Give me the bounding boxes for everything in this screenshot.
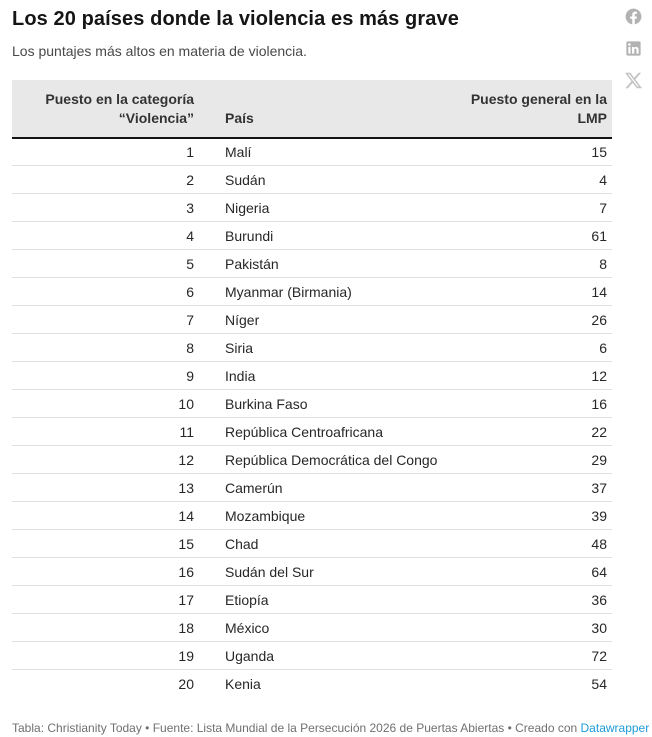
table-row xyxy=(12,446,612,474)
cell-overall: 54 xyxy=(591,675,607,692)
cell-rank: 11 xyxy=(179,423,194,440)
cell-overall: 39 xyxy=(591,507,607,524)
cell-overall: 48 xyxy=(591,535,607,552)
cell-overall: 15 xyxy=(591,143,607,160)
table-row xyxy=(12,418,612,446)
table-row xyxy=(12,502,612,530)
cell-rank: 16 xyxy=(178,563,194,580)
cell-country: Kenia xyxy=(225,675,261,692)
cell-rank: 5 xyxy=(186,255,194,272)
cell-overall: 22 xyxy=(591,423,607,440)
column-header-rank: Puesto en la categoría “Violencia” xyxy=(12,80,202,138)
cell-overall: 36 xyxy=(591,591,607,608)
cell-country: India xyxy=(225,367,256,384)
cell-overall: 72 xyxy=(591,647,607,664)
cell-rank: 9 xyxy=(186,367,194,384)
cell-overall: 64 xyxy=(591,563,607,580)
cell-country: Nigeria xyxy=(225,199,270,216)
cell-rank: 3 xyxy=(186,199,194,216)
cell-overall: 8 xyxy=(599,255,607,272)
cell-country: Burkina Faso xyxy=(225,395,308,412)
table-row xyxy=(12,306,612,334)
cell-country: República Democrática del Congo xyxy=(225,451,438,468)
table-header-row xyxy=(12,80,612,138)
cell-rank: 8 xyxy=(186,339,194,356)
cell-country: República Centroafricana xyxy=(225,423,383,440)
table-row xyxy=(12,334,612,362)
cell-country: Uganda xyxy=(225,647,275,664)
cell-country: Siria xyxy=(225,339,254,356)
cell-overall: 37 xyxy=(591,479,607,496)
cell-country: México xyxy=(225,619,270,636)
cell-overall: 4 xyxy=(599,171,607,188)
table-row xyxy=(12,530,612,558)
column-header-overall: Puesto general en la LMP xyxy=(442,80,612,138)
cell-rank: 18 xyxy=(178,619,194,636)
cell-country: Myanmar (Birmania) xyxy=(225,283,352,300)
cell-overall: 6 xyxy=(599,339,607,356)
chart-subtitle: Los puntajes más altos en materia de violencia. xyxy=(12,43,307,59)
table-row xyxy=(12,138,612,166)
cell-rank: 12 xyxy=(178,451,194,468)
cell-overall: 16 xyxy=(591,395,607,412)
cell-rank: 13 xyxy=(178,479,194,496)
page-title: Los 20 países donde la violencia es más grave xyxy=(12,8,459,30)
cell-country: Sudán del Sur xyxy=(225,563,314,580)
cell-rank: 17 xyxy=(178,591,194,608)
cell-rank: 4 xyxy=(186,227,194,244)
cell-country: Mozambique xyxy=(225,507,306,524)
table-row xyxy=(12,194,612,222)
table-row xyxy=(12,642,612,670)
cell-rank: 2 xyxy=(186,171,194,188)
cell-country: Burundi xyxy=(225,227,274,244)
cell-country: Malí xyxy=(225,143,252,160)
cell-country: Pakistán xyxy=(225,255,279,272)
attribution-text: Tabla: Christianity Today • Fuente: Lista Mundial de la Persecución 2026 de Puertas Abiertas • Creado con xyxy=(12,720,581,735)
table-header xyxy=(12,80,612,138)
cell-overall: 7 xyxy=(599,199,607,216)
table-body xyxy=(12,138,612,698)
cell-overall: 29 xyxy=(591,451,607,468)
x-share-icon[interactable] xyxy=(624,71,643,90)
cell-country: Camerún xyxy=(225,479,283,496)
table-row xyxy=(12,670,612,698)
cell-overall: 26 xyxy=(591,311,607,328)
share-buttons xyxy=(624,7,643,90)
cell-country: Níger xyxy=(225,311,260,328)
cell-country: Sudán xyxy=(225,171,266,188)
table-row xyxy=(12,222,612,250)
attribution-footer xyxy=(12,721,652,737)
table-row xyxy=(12,586,612,614)
cell-rank: 15 xyxy=(178,535,194,552)
cell-overall: 61 xyxy=(591,227,607,244)
datawrapper-link[interactable]: Datawrapper xyxy=(580,720,650,735)
table-row xyxy=(12,474,612,502)
cell-country: Chad xyxy=(225,535,259,552)
data-table xyxy=(12,80,612,698)
cell-rank: 7 xyxy=(186,311,194,328)
table-row xyxy=(12,362,612,390)
cell-country: Etiopía xyxy=(225,591,269,608)
table-row xyxy=(12,558,612,586)
table-row xyxy=(12,278,612,306)
facebook-share-icon[interactable] xyxy=(624,7,643,26)
table-row xyxy=(12,614,612,642)
cell-rank: 1 xyxy=(186,143,194,160)
cell-overall: 14 xyxy=(591,283,607,300)
table-row xyxy=(12,390,612,418)
cell-rank: 20 xyxy=(178,675,194,692)
table-row xyxy=(12,166,612,194)
column-header-country: País xyxy=(202,80,442,138)
cell-rank: 19 xyxy=(178,647,194,664)
cell-rank: 6 xyxy=(186,283,194,300)
table-row xyxy=(12,250,612,278)
cell-rank: 14 xyxy=(178,507,194,524)
linkedin-share-icon[interactable] xyxy=(624,39,643,58)
cell-overall: 12 xyxy=(591,367,607,384)
cell-rank: 10 xyxy=(178,395,194,412)
cell-overall: 30 xyxy=(591,619,607,636)
